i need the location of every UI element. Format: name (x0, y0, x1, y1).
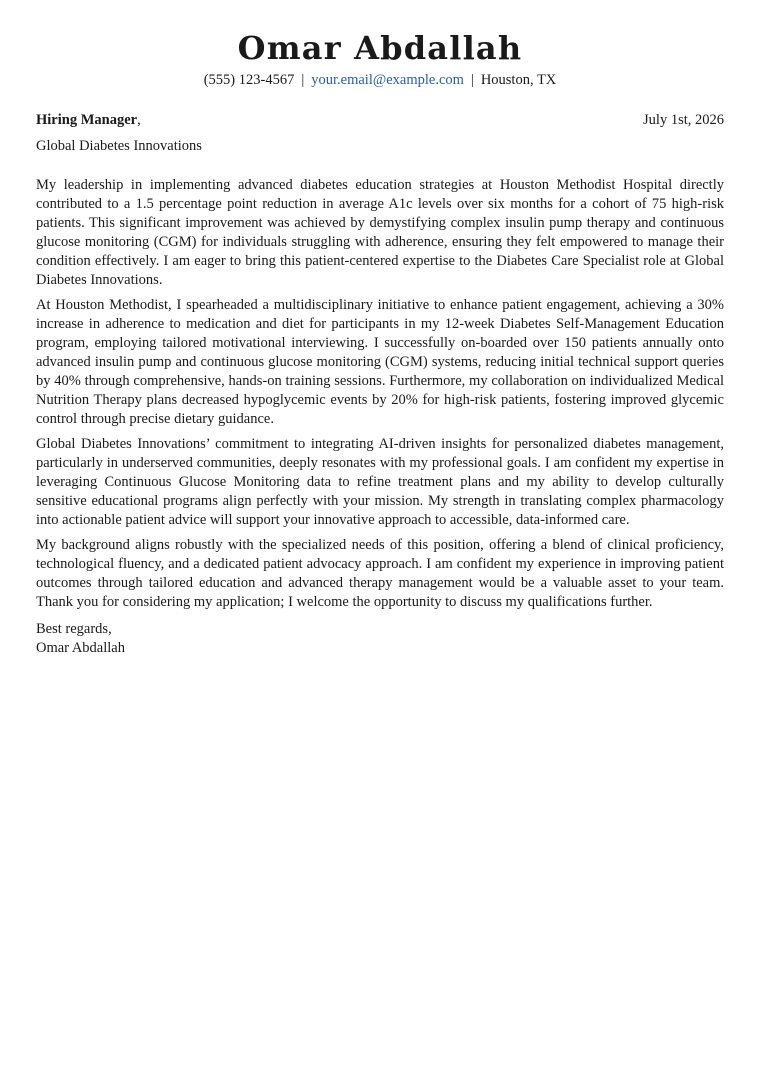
phone-number: (555) 123-4567 (203, 72, 295, 88)
contact-line (36, 70, 724, 90)
applicant-name: Omar Abdallah (237, 29, 523, 67)
email-link[interactable]: your.email@example.com (311, 72, 464, 88)
letter-body (36, 176, 724, 612)
recipient (36, 110, 141, 130)
location: Houston, TX (480, 72, 557, 88)
paragraph: My leadership in implementing advanced diabetes education strategies at Houston Methodist Hospital directly contributed to a 1.5 percentage point reduction in average A1c levels over six months for a cohort of 75 high-risk patients. This significant improvement was achieved by demystifying complex insulin pump therapy and continuous glucose monitoring (CGM) for individuals struggling with adherence, ensuring they felt empowered to manage their condition effectively. I am eager to bring this patient-centered expertise to the Diabetes Care Specialist role at Global Diabetes Innovations. (36, 177, 724, 288)
paragraph: Global Diabetes Innovations’ commitment to integrating AI-driven insights for personalized diabetes management, particularly in underserved communities, deeply resonates with my professional goals. I am confident my expertise in leveraging Continuous Glucose Monitoring data to refine treatment plans and my ability to develop culturally sensitive educational programs align perfectly with your mission. My strength in translating complex pharmacology into actionable patient advice will support your innovative approach to accessible, data-informed care. (36, 436, 724, 528)
paragraph: At Houston Methodist, I spearheaded a multidisciplinary initiative to enhance patient engagement, achieving a 30% increase in adherence to medication and diet for participants in my 12-week Diabetes Self-Management Education program, employing tailored motivational interviewing. I successfully on-boarded over 150 patients annually onto advanced insulin pump and continuous glucose monitoring (CGM) systems, reducing initial technical support queries by 40% through comprehensive, hands-on training sessions. Furthermore, my collaboration on individualized Medical Nutrition Therapy plans decreased hypoglycemic events by 20% for high-risk patients, fostering improved glycemic control through precise dietary guidance. (36, 297, 724, 427)
company-name: Global Diabetes Innovations (36, 138, 202, 154)
letter-date: July 1st, 2026 (643, 112, 724, 128)
closing-block (36, 620, 724, 658)
separator: | (301, 72, 305, 88)
closing-phrase: Best regards, (36, 621, 112, 637)
recipient-date-row (36, 110, 724, 130)
separator: | (470, 72, 474, 88)
paragraph: My background aligns robustly with the specialized needs of this position, offering a blend of clinical proficiency, technological fluency, and a dedicated patient advocacy approach. I am confident my experience in improving patient outcomes through tailored education and advanced therapy management would be a valuable asset to your team. Thank you for considering my application; I welcome the opportunity to discuss my qualifications further. (36, 537, 724, 610)
signature-name: Omar Abdallah (36, 640, 125, 656)
recipient-suffix: , (137, 112, 141, 128)
recipient-name: Hiring Manager (36, 112, 138, 128)
